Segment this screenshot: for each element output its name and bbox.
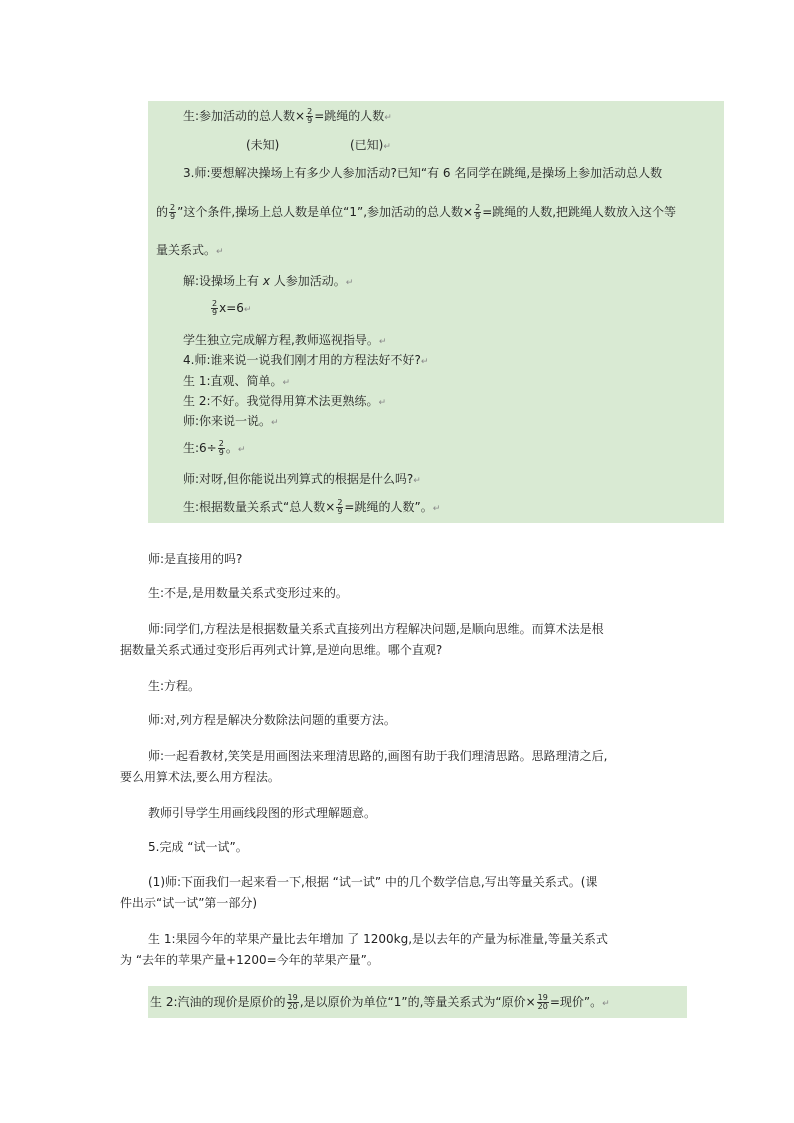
box-line-13 (183, 440, 245, 458)
text: 。 (225, 441, 238, 455)
box-line-15 (183, 499, 440, 517)
text: 4.师:谁来说一说我们刚才用的方程法好不好? (183, 353, 421, 367)
text: 5.完成 “试一试”。 (148, 840, 248, 854)
text: 教师引导学生用画线段图的形式理解题意。 (148, 806, 377, 820)
paragraph-mark: ↵ (237, 445, 246, 455)
fraction-denominator: 9 (307, 116, 313, 125)
box-line-14 (183, 471, 421, 489)
paragraph-3-line-2 (120, 642, 442, 658)
fraction-denominator: 9 (337, 507, 343, 516)
fraction-numerator: 19 (287, 993, 298, 1002)
box-line-11 (183, 393, 386, 411)
fraction (336, 499, 343, 516)
paragraph-6-line-1 (148, 748, 608, 764)
text: =跳绳的人数”。 (344, 500, 433, 514)
paragraph-9-line-2 (120, 895, 257, 911)
paragraph-1 (148, 551, 242, 567)
fraction-numerator: 19 (537, 993, 548, 1002)
text: 学生独立完成解方程,教师巡视指导。 (183, 333, 379, 347)
paragraph-mark: ↵ (432, 504, 441, 514)
fraction-numerator: 2 (307, 107, 313, 116)
paragraph-mark: ↵ (216, 247, 224, 257)
fraction (218, 440, 225, 457)
box-line-3 (183, 165, 662, 181)
text: 生 1:果园今年的苹果产量比去年增加 了 1200kg,是以去年的产量为标准量,等量关系式 (148, 932, 608, 946)
paragraph-3-line-1 (148, 621, 604, 637)
text: 为 “去年的苹果产量+1200=今年的苹果产量”。 (120, 953, 379, 967)
unknown-label: (未知) (246, 138, 280, 152)
text: =跳绳的人数 (314, 109, 385, 123)
paragraph-mark: ↵ (282, 378, 291, 388)
fraction-denominator: 9 (170, 212, 176, 221)
box-line-5 (156, 242, 224, 260)
paragraph-5 (148, 712, 396, 728)
box-line-2 (246, 137, 279, 153)
fraction-numerator: 2 (475, 203, 481, 212)
text: 生:不是,是用数量关系式变形过来的。 (148, 586, 348, 600)
paragraph-mark: ↵ (243, 305, 252, 315)
box-line-9 (183, 352, 428, 370)
paragraph-4 (148, 678, 200, 694)
text: 3.师:要想解决操场上有多少人参加活动?已知“有 6 名同学在跳绳,是操场上参加活动总人数 (183, 166, 663, 180)
box-line-12 (183, 413, 279, 431)
text: 解:设操场上有 (183, 274, 263, 288)
text: 师:是直接用的吗? (148, 552, 243, 566)
paragraph-mark: ↵ (345, 278, 354, 288)
paragraph-mark: ↵ (271, 418, 279, 428)
text: 师:对呀,但你能说出列算式的根据是什么吗? (183, 472, 414, 486)
text: 师:你来说一说。 (183, 414, 272, 428)
box-line-2b (350, 137, 391, 155)
known-label: (已知) (350, 138, 384, 152)
text: 生:6÷ (183, 441, 217, 455)
text: 人参加活动。 (269, 274, 346, 288)
paragraph-2 (148, 585, 348, 601)
paragraph-mark: ↵ (378, 398, 387, 408)
text: 生 2:汽油的现价是原价的 (150, 995, 286, 1009)
fraction-numerator: 2 (337, 498, 343, 507)
paragraph-6-line-2 (120, 769, 280, 785)
text: 件出示“试一试”第一部分) (120, 896, 258, 910)
text: 生 2:不好。我觉得用算术法更熟练。 (183, 394, 379, 408)
fraction (306, 108, 313, 125)
text: 师:同学们,方程法是根据数量关系式直接列出方程解决问题,是顺向思维。而算术法是根 (148, 622, 604, 636)
fraction-denominator: 9 (218, 448, 224, 457)
fraction-denominator: 20 (287, 1002, 298, 1011)
text: 师:一起看教材,笑笑是用画图法来理清思路的,画图有助于我们理清思路。思路理清之后, (148, 749, 608, 763)
fraction-numerator: 2 (170, 203, 176, 212)
box-line-8 (183, 332, 386, 350)
paragraph-8 (148, 839, 248, 855)
text: ”这个条件,操场上总人数是单位“1”,参加活动的总人数× (177, 205, 474, 219)
text: 生:根据数量关系式“总人数× (183, 500, 336, 514)
variable: x (262, 274, 270, 288)
paragraph-11 (150, 994, 610, 1012)
text: 师:对,列方程是解决分数除法问题的重要方法。 (148, 713, 396, 727)
paragraph-10-line-1 (148, 931, 608, 947)
paragraph-7 (148, 805, 376, 821)
paragraph-mark: ↵ (378, 337, 387, 347)
paragraph-mark: ↵ (384, 113, 392, 123)
fraction (287, 994, 299, 1011)
paragraph-mark: ↵ (413, 476, 421, 486)
paragraph-mark: ↵ (602, 999, 610, 1009)
text: 生 1:直观、简单。 (183, 374, 283, 388)
fraction (537, 994, 549, 1011)
fraction-denominator: 9 (212, 308, 218, 317)
fraction (474, 204, 481, 221)
paragraph-mark: ↵ (420, 357, 429, 367)
text: 生:参加活动的总人数× (183, 109, 306, 123)
box-line-1 (183, 108, 392, 126)
text: =现价”。 (549, 995, 603, 1009)
box-line-10 (183, 373, 290, 391)
text: 量关系式。 (156, 243, 217, 257)
box-line-7 (210, 300, 251, 318)
text: (1)师:下面我们一起来看一下,根据 “试一试” 中的几个数学信息,写出等量关系式。(课 (148, 875, 598, 889)
text: 据数量关系式通过变形后再列式计算,是逆向思维。哪个直观? (120, 643, 443, 657)
paragraph-9-line-1 (148, 874, 597, 890)
fraction-numerator: 2 (218, 439, 224, 448)
text: ,是以原价为单位“1”的,等量关系式为“原价× (299, 995, 536, 1009)
fraction-numerator: 2 (212, 299, 218, 308)
fraction (169, 204, 176, 221)
paragraph-10-line-2 (120, 952, 379, 968)
fraction-denominator: 20 (537, 1002, 548, 1011)
text: 的 (156, 205, 169, 219)
paragraph-mark: ↵ (383, 142, 391, 152)
equation-text: x=6 (219, 301, 244, 315)
text: =跳绳的人数,把跳绳人数放入这个等 (482, 205, 677, 219)
fraction (211, 300, 218, 317)
text: 要么用算术法,要么用方程法。 (120, 770, 280, 784)
box-line-6 (183, 273, 353, 291)
text: 生:方程。 (148, 679, 201, 693)
fraction-denominator: 9 (475, 212, 481, 221)
box-line-4 (156, 204, 676, 221)
